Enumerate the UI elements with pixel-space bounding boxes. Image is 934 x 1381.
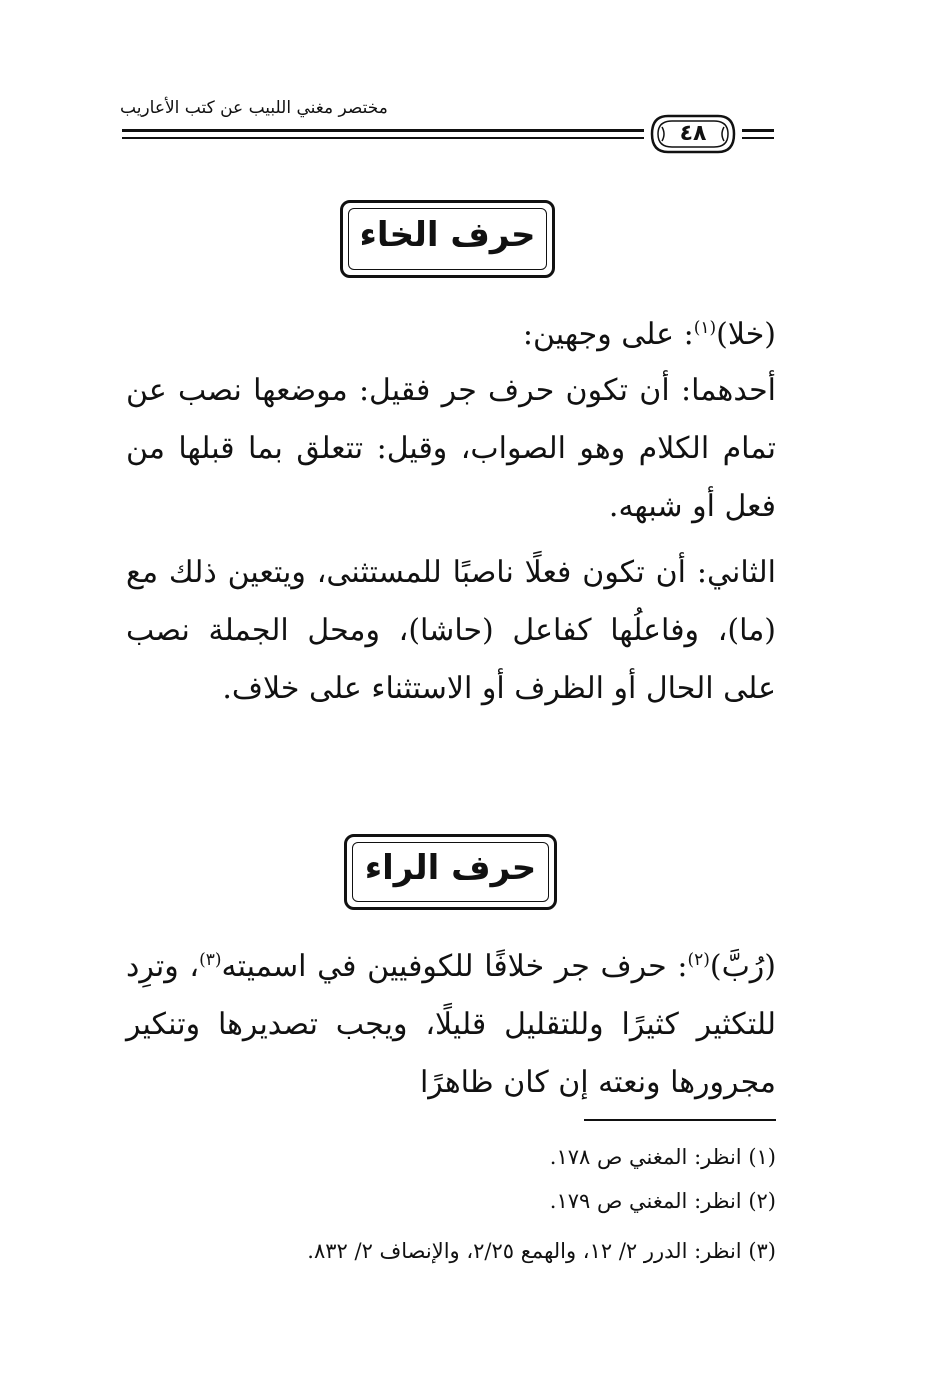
headword: (خلا) (716, 317, 776, 352)
footnote-ref: (٢) (687, 950, 710, 970)
header-rule (122, 137, 644, 139)
section-heading-frame (340, 200, 555, 278)
paragraph: (رُبَّ)$^{(٢)}$: حرف جر خلافًا للكوفيين في اسميته$^{(٣)}$، وترِد للتكثير كثيرًا وللتقليل قليلًا، ويجب تصديرها وتنكير مجرورها ونعته إن كان ظاهرًا (126, 949, 776, 1100)
header-rule (742, 129, 774, 132)
running-title: مختصر مغني اللبيب عن كتب الأعاريب (120, 98, 388, 118)
footnote-ref: (١) (693, 318, 717, 338)
footnote-ref: (٣) (199, 950, 222, 970)
section-heading: حرف الراء (364, 848, 537, 888)
headword: (رُبَّ) (709, 949, 776, 984)
section-heading-frame (344, 834, 557, 910)
section-heading: حرف الخاء (359, 215, 536, 255)
paragraph: أحدهما: أن تكون حرف جر فقيل: موضعها نصب عن تمام الكلام وهو الصواب، وقيل: تتعلق بما قبلها من فعل أو شبهه. (126, 373, 776, 524)
footnote-separator (584, 1119, 776, 1121)
paragraph: (خلا)$^{(١)}$: على وجهين: (522, 317, 776, 352)
header-rule (742, 137, 774, 139)
page-number: ٤٨ (679, 121, 707, 146)
footnote: (١) انظر: المغني ص ١٧٨. (549, 1145, 776, 1169)
paragraph: الثاني: أن تكون فعلًا ناصبًا للمستثنى، ويتعين ذلك مع (ما)، وفاعلُها كفاعل (حاشا)، ومحل الجملة نصب على الحال أو الظرف أو الاستثناء على خلاف. (126, 555, 776, 706)
footnote: (٢) انظر: المغني ص ١٧٩. (549, 1189, 776, 1213)
header-rule (122, 129, 644, 132)
footnote: (٣) انظر: الدرر ٢/ ١٢، والهمع ٢/٢٥، والإنصاف ٢/ ٨٣٢. (307, 1239, 776, 1263)
